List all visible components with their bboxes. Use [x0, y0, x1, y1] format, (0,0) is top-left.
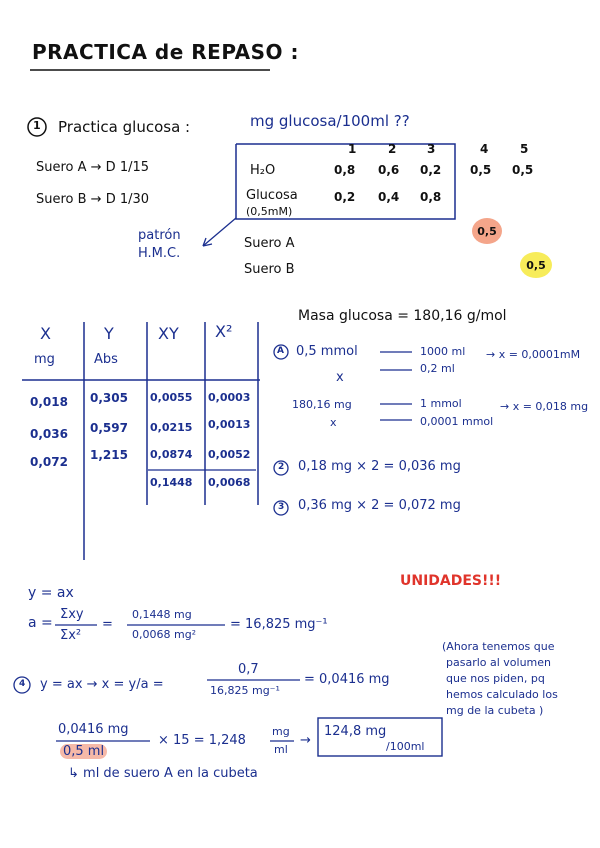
patron-label-line2: H.M.C.	[138, 246, 181, 261]
masa-step1-result: → x = 0,0001mM	[486, 348, 581, 361]
glucosa-2: 0,4	[378, 190, 400, 204]
col-4: 4	[480, 142, 489, 156]
cell: 1,215	[90, 448, 128, 462]
cell: 0,0013	[208, 418, 251, 431]
h2o-4: 0,5	[470, 163, 492, 177]
patron-label-line1: patrón	[138, 228, 181, 243]
unit-y: Abs	[94, 352, 118, 367]
total-xy: 0,1448	[150, 476, 193, 489]
header-x: X	[40, 324, 51, 343]
masa-step1-x-rhs: 0,2 ml	[420, 362, 455, 375]
step4-frac-num: 0,7	[238, 662, 259, 677]
masa-step1b-x-rhs: 0,0001 mmol	[420, 415, 494, 428]
step4-footnote: ↳ ml de suero A en la cubeta	[68, 766, 258, 781]
h2o-2: 0,6	[378, 163, 400, 177]
regression-result: = 16,825 mg⁻¹	[230, 617, 328, 632]
col-2: 2	[388, 142, 397, 156]
masa-step-circle: A	[277, 346, 284, 356]
unidades-warning: UNIDADES!!!	[400, 573, 502, 589]
regression-frac1-num: Σxy	[60, 607, 84, 622]
col-1: 1	[348, 142, 357, 156]
suero-a-value: 0,5	[472, 218, 502, 244]
step4-note-line: que nos piden, pq	[446, 672, 545, 685]
cell: 0,305	[90, 391, 128, 405]
cell: 0,0052	[208, 448, 251, 461]
cell: 0,0003	[208, 391, 251, 404]
header-xy: XY	[158, 324, 179, 343]
final-den: /100ml	[386, 740, 425, 753]
masa-step3: 0,36 mg × 2 = 0,072 mg	[298, 498, 461, 513]
conc-num: 0,0416 mg	[58, 722, 129, 737]
h2o-5: 0,5	[512, 163, 534, 177]
section1-number: 1	[33, 119, 41, 132]
cell: 0,0055	[150, 391, 193, 404]
glucosa-3: 0,8	[420, 190, 442, 204]
masa-step2-number: 2	[278, 462, 285, 472]
regression-eq: y = ax	[28, 585, 74, 601]
final-num: 124,8 mg	[324, 724, 387, 739]
step4-note-line: (Ahora tenemos que	[442, 640, 555, 653]
regression-frac1-den: Σx²	[60, 628, 82, 643]
cell: 0,018	[30, 395, 68, 409]
step4-number: 4	[19, 679, 26, 689]
masa-step3-number: 3	[278, 502, 285, 512]
col-5: 5	[520, 142, 529, 156]
h2o-3: 0,2	[420, 163, 442, 177]
row-suero-b-label: Suero B	[244, 262, 295, 277]
row-h2o-label: H₂O	[250, 163, 276, 178]
cell: 0,597	[90, 421, 128, 435]
step4-note-line: hemos calculado los	[446, 688, 558, 701]
section1-heading: Practica glucosa :	[58, 118, 191, 136]
masa-step1: 0,5 mmol	[296, 344, 358, 359]
row-glucosa-sub: (0,5mM)	[246, 205, 293, 218]
step4-lhs: y = ax → x = y/a =	[40, 677, 164, 692]
col-3: 3	[427, 142, 436, 156]
step4-frac-den: 16,825 mg⁻¹	[210, 684, 280, 697]
header-x2: X²	[215, 322, 233, 341]
step4-note-line: pasarlo al volumen	[446, 656, 552, 669]
row-glucosa-label: Glucosa	[246, 188, 298, 203]
conc-times: × 15 = 1,248	[158, 733, 246, 748]
section1-question: mg glucosa/100ml ??	[250, 112, 410, 130]
masa-step1b-result: → x = 0,018 mg	[500, 400, 589, 413]
unit-num: mg	[272, 725, 290, 738]
regression-equals: =	[102, 617, 113, 632]
regression-frac2-num: 0,1448 mg	[132, 608, 192, 621]
cell: 0,0874	[150, 448, 193, 461]
h2o-1: 0,8	[334, 163, 356, 177]
masa-step1b-x: x	[330, 416, 337, 429]
conc-den: 0,5 ml	[60, 744, 107, 759]
masa-heading: Masa glucosa = 180,16 g/mol	[298, 308, 507, 324]
masa-step1-x: x	[336, 370, 344, 385]
step4-result: = 0,0416 mg	[304, 672, 390, 687]
step4-note-line: mg de la cubeta )	[446, 704, 544, 717]
cell: 0,072	[30, 455, 68, 469]
glucosa-1: 0,2	[334, 190, 356, 204]
masa-step1-rhs: 1000 ml	[420, 345, 466, 358]
masa-step2: 0,18 mg × 2 = 0,036 mg	[298, 459, 461, 474]
page-title: PRACTICA de REPASO :	[32, 40, 299, 64]
cell: 0,0215	[150, 421, 193, 434]
unit-x: mg	[34, 352, 55, 367]
unit-den: ml	[274, 743, 288, 756]
suero-a-dilution: Suero A → D 1/15	[36, 160, 150, 175]
total-x2: 0,0068	[208, 476, 251, 489]
header-y: Y	[104, 324, 114, 343]
step4-arrow: →	[300, 733, 311, 748]
cell: 0,036	[30, 427, 68, 441]
suero-b-dilution: Suero B → D 1/30	[36, 192, 150, 207]
masa-step1b-lhs: 180,16 mg	[292, 398, 352, 411]
suero-b-value: 0,5	[520, 252, 552, 278]
regression-a-label: a =	[28, 615, 53, 631]
masa-step1b-rhs: 1 mmol	[420, 397, 462, 410]
regression-frac2-den: 0,0068 mg²	[132, 628, 197, 641]
row-suero-a-label: Suero A	[244, 236, 295, 251]
